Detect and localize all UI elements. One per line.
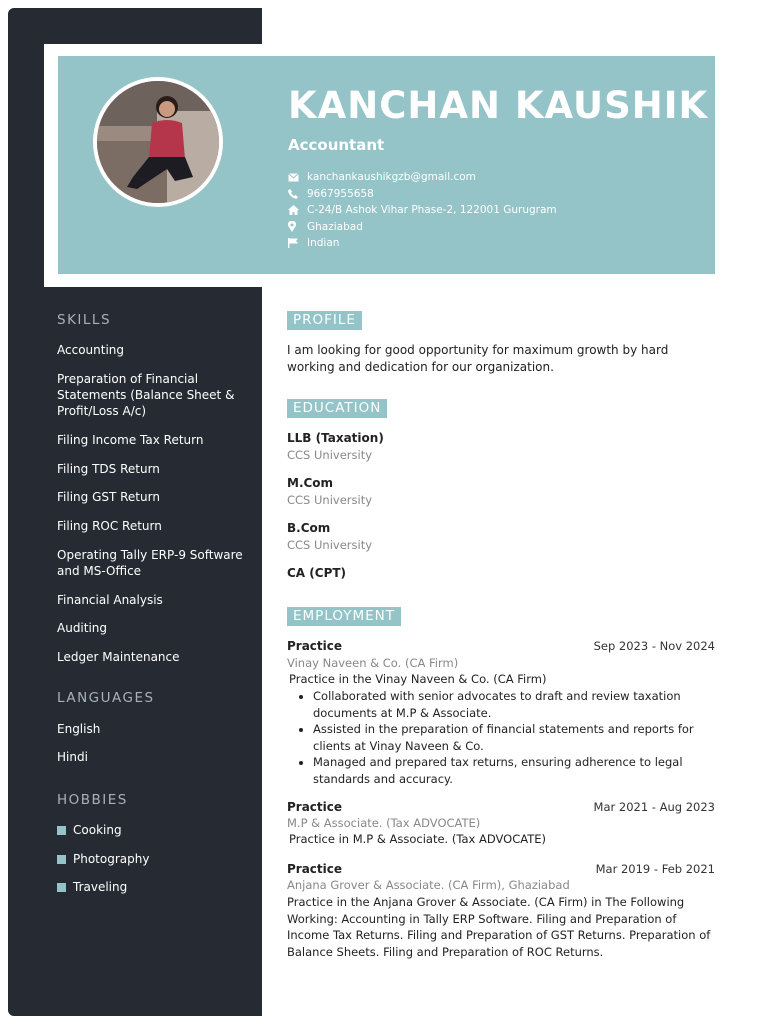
skill-item: Accounting: [57, 343, 125, 357]
language-item: English: [57, 722, 101, 736]
map-pin-icon: [288, 221, 300, 232]
job-bullet: • Collaborated with senior advocates to draft and review taxation documents at M.P & Associate.: [313, 688, 733, 721]
profile-photo: [93, 77, 223, 207]
education-degree: M.Com: [287, 476, 334, 490]
contact-city: [288, 219, 557, 236]
skill-item: Filing GST Return: [57, 490, 160, 504]
phone-icon: [288, 188, 300, 199]
job-role: Accountant: [288, 136, 385, 154]
contact-address: [288, 202, 557, 219]
job-title: Practice: [287, 862, 343, 876]
job-dates: Mar 2021 - Aug 2023: [593, 800, 715, 814]
skill-item: Filing TDS Return: [57, 462, 160, 476]
job-company: Anjana Grover & Associate. (CA Firm), Ghaziabad: [287, 878, 570, 892]
home-icon: [288, 205, 300, 216]
education-heading: EDUCATION: [287, 399, 387, 418]
profile-heading: PROFILE: [287, 311, 362, 330]
hobby-item: [57, 822, 247, 838]
square-bullet-icon: [57, 826, 66, 835]
skill-item: Operating Tally ERP-9 Software and MS-Office: [57, 548, 243, 578]
hobby-label: Traveling: [73, 880, 128, 894]
job-description: Practice in the Anjana Grover & Associate. (CA Firm) in The Following Working: Accounting in Tally ERP Software. Filing and Preparation of Income Tax Returns. Filing and Preparation of GST Returns. Preparation of Balance Sheets. Filing and Preparation of ROC Returns.: [287, 895, 711, 959]
hobby-label: Photography: [73, 852, 150, 866]
job-bullet-list: [298, 688, 733, 787]
flag-icon: [288, 238, 300, 249]
skill-item: Preparation of Financial Statements (Balance Sheet & Profit/Loss A/c): [57, 372, 235, 418]
language-item: Hindi: [57, 750, 88, 764]
education-school: CCS University: [287, 493, 373, 507]
square-bullet-icon: [57, 883, 66, 892]
candidate-name: KANCHAN KAUSHIK: [288, 84, 709, 127]
contact-phone[interactable]: [288, 186, 557, 203]
hobbies-heading: HOBBIES: [57, 792, 128, 808]
job-title: Practice: [287, 800, 343, 814]
profile-text: I am looking for good opportunity for maximum growth by hard working and dedication for our organization.: [287, 343, 669, 374]
contact-nationality-text: Indian: [307, 237, 340, 250]
job-dates: Sep 2023 - Nov 2024: [593, 639, 715, 653]
hobby-item: [57, 851, 247, 867]
square-bullet-icon: [57, 855, 66, 864]
education-school: CCS University: [287, 538, 373, 552]
contact-email[interactable]: [288, 169, 557, 186]
skill-item: Auditing: [57, 621, 108, 635]
job-bullet: • Assisted in the preparation of financial statements and reports for clients at Vinay Naveen & Co.: [313, 721, 733, 754]
skills-heading: SKILLS: [57, 312, 112, 328]
contact-phone-text: 9667955658: [307, 187, 374, 200]
skill-item: Ledger Maintenance: [57, 650, 180, 664]
contact-address-text: C-24/B Ashok Vihar Phase-2, 122001 Gurugram: [307, 204, 557, 217]
skill-item: Filing ROC Return: [57, 519, 162, 533]
contact-city-text: Ghaziabad: [307, 220, 363, 233]
job-summary: Practice in the Vinay Naveen & Co. (CA Firm): [289, 672, 547, 686]
education-school: CCS University: [287, 448, 373, 462]
education-degree: LLB (Taxation): [287, 431, 384, 445]
education-degree: B.Com: [287, 521, 331, 535]
languages-heading: LANGUAGES: [57, 690, 155, 706]
job-company: M.P & Associate. (Tax ADVOCATE): [287, 816, 481, 830]
hobby-item: [57, 879, 247, 895]
education-degree: CA (CPT): [287, 566, 347, 580]
job-company: Vinay Naveen & Co. (CA Firm): [287, 656, 459, 670]
contact-nationality: [288, 235, 557, 252]
hobby-label: Cooking: [73, 823, 122, 837]
employment-heading: EMPLOYMENT: [287, 607, 401, 626]
contact-list: [288, 169, 557, 252]
contact-email-text: kanchankaushikgzb@gmail.com: [307, 171, 476, 184]
skill-item: Filing Income Tax Return: [57, 433, 204, 447]
job-bullet: • Managed and prepared tax returns, ensuring adherence to legal standards and accuracy.: [313, 754, 733, 787]
skill-item: Financial Analysis: [57, 593, 163, 607]
job-title: Practice: [287, 639, 343, 653]
job-summary: Practice in M.P & Associate. (Tax ADVOCATE): [289, 832, 546, 846]
envelope-icon: [288, 172, 300, 183]
job-dates: Mar 2019 - Feb 2021: [595, 862, 715, 876]
